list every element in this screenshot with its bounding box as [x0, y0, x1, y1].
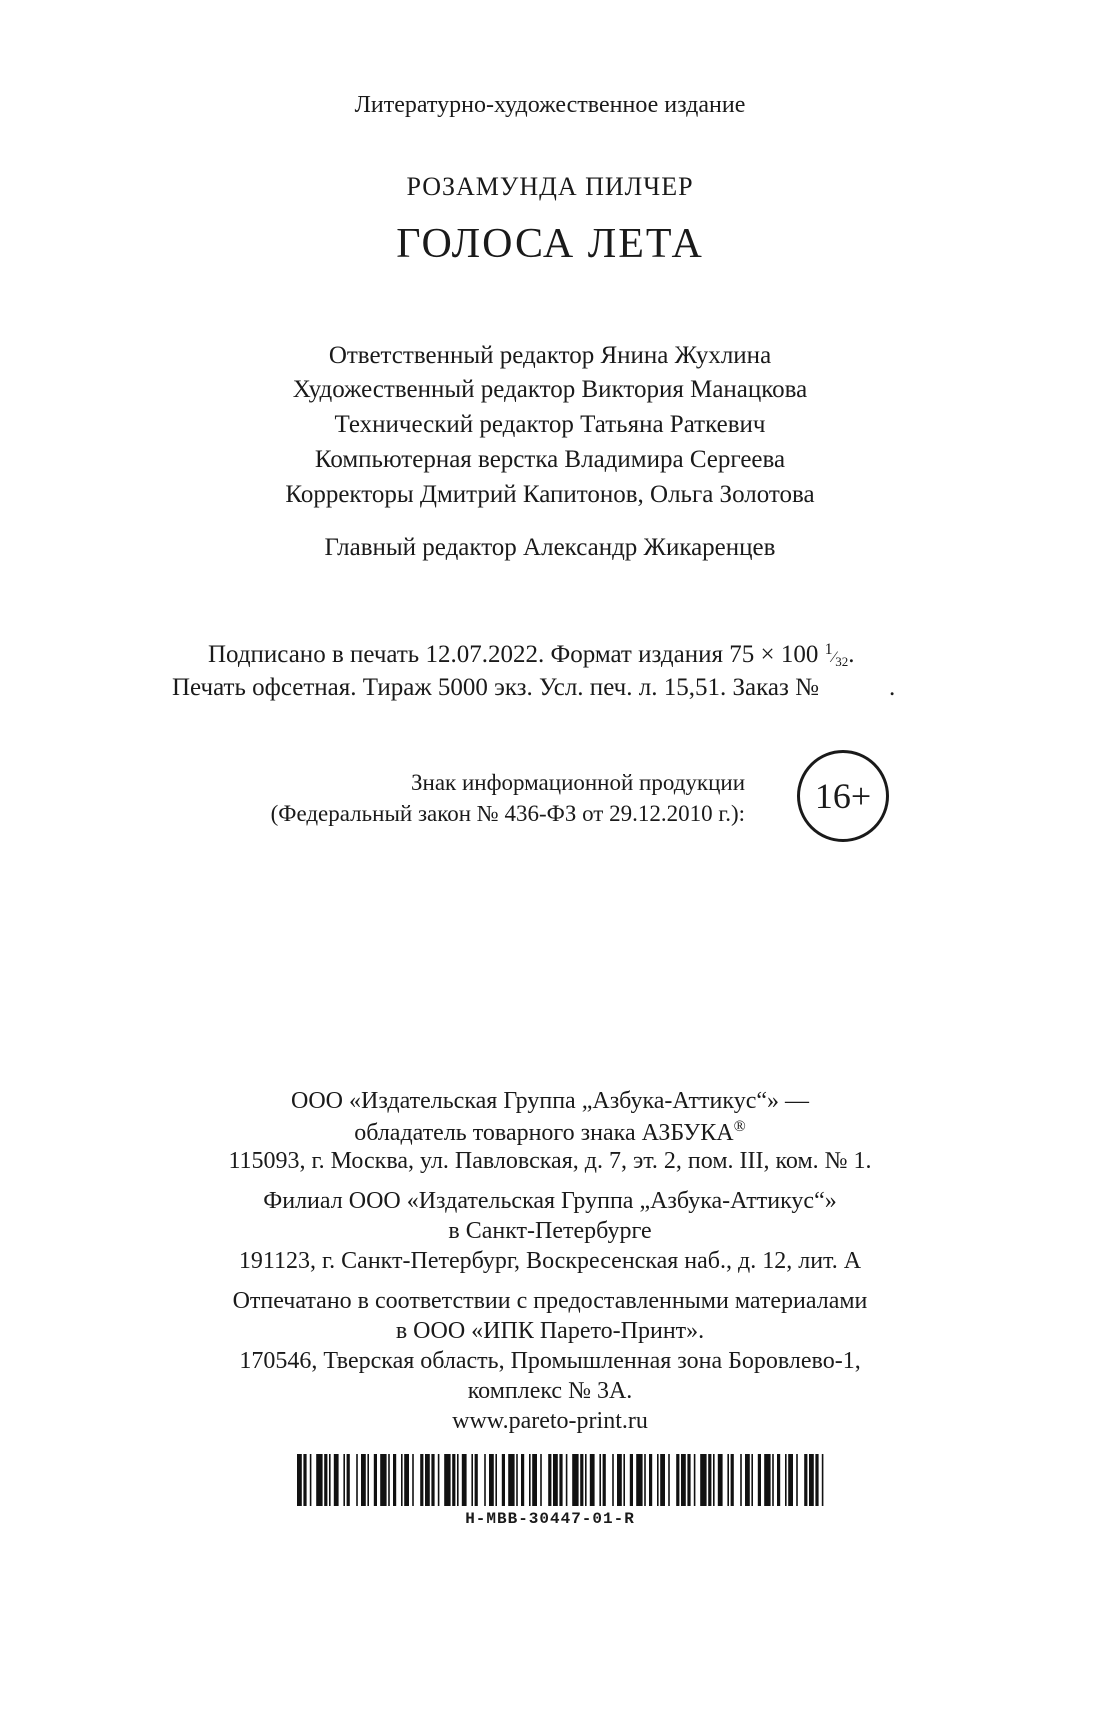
publisher-line-1: ООО «Издательская Группа „Азбука-Аттикус“» — — [291, 1088, 809, 1114]
print-info-line-2 — [172, 674, 972, 702]
credit-chief-editor: Главный редактор Александр Жикаренцев — [324, 534, 776, 561]
credit-art-editor: Художественный редактор Виктория Манацкова — [292, 376, 808, 403]
publisher-line-9: 170546, Тверская область, Промышленная зона Боровлево-1, — [239, 1348, 861, 1374]
credit-layout: Компьютерная верстка Владимира Сергеева — [314, 446, 786, 473]
publisher-line-5: в Санкт-Петербурге — [448, 1218, 652, 1244]
publisher-line-10: комплекс № 3А. — [467, 1378, 633, 1404]
publisher-trademark-text: обладатель товарного знака АЗБУКА — [354, 1120, 734, 1146]
genre-label: Литературно-художественное издание — [354, 92, 746, 118]
publisher-line-2 — [0, 1118, 1100, 1147]
info-sign-label-1: Знак информационной продукции — [411, 770, 745, 795]
format-denominator: 32 — [835, 654, 849, 670]
format-fraction: $^1⁄_{32}$ — [824, 640, 849, 670]
age-rating-badge — [797, 750, 889, 842]
print-info-text-1: Подписано в печать 12.07.2022. Формат издания 75 × 100 — [208, 641, 825, 668]
print-info-line-1 — [208, 641, 968, 670]
publisher-line-4: Филиал ООО «Издательская Группа „Азбука-Аттикус“» — [263, 1188, 837, 1214]
publisher-line-6: 191123, г. Санкт-Петербург, Воскресенская наб., д. 12, лит. А — [238, 1248, 862, 1274]
credit-proofreaders: Корректоры Дмитрий Капитонов, Ольга Золотова — [285, 481, 815, 508]
book-title: ГОЛОСА ЛЕТА — [396, 221, 704, 267]
publisher-line-8: в ООО «ИПК Парето-Принт». — [395, 1318, 705, 1344]
age-rating-text: 16+ — [814, 776, 872, 816]
barcode-image — [297, 1454, 827, 1506]
barcode-code: H-MBB-30447-01-R — [465, 1510, 635, 1528]
registered-mark: ® — [733, 1118, 746, 1135]
print-info-end-2: . — [888, 674, 896, 701]
format-numerator: 1 — [824, 640, 833, 658]
print-info-text-2: Печать офсетная. Тираж 5000 экз. Усл. печ. л. 15,51. Заказ № — [172, 674, 819, 701]
author-name: РОЗАМУНДА ПИЛЧЕР — [406, 172, 694, 201]
credit-responsible-editor: Ответственный редактор Янина Жухлина — [328, 342, 772, 369]
publisher-website: www.pareto-print.ru — [452, 1408, 648, 1434]
publisher-line-3: 115093, г. Москва, ул. Павловская, д. 7, эт. 2, пом. III, ком. № 1. — [228, 1148, 872, 1174]
credit-technical-editor: Технический редактор Татьяна Раткевич — [334, 411, 766, 438]
print-info-end-1: . — [848, 641, 855, 668]
publisher-line-7: Отпечатано в соответствии с предоставленными материалами — [232, 1288, 868, 1314]
info-sign-label-2: (Федеральный закон № 436-ФЗ от 29.12.2010 г.): — [270, 801, 745, 826]
